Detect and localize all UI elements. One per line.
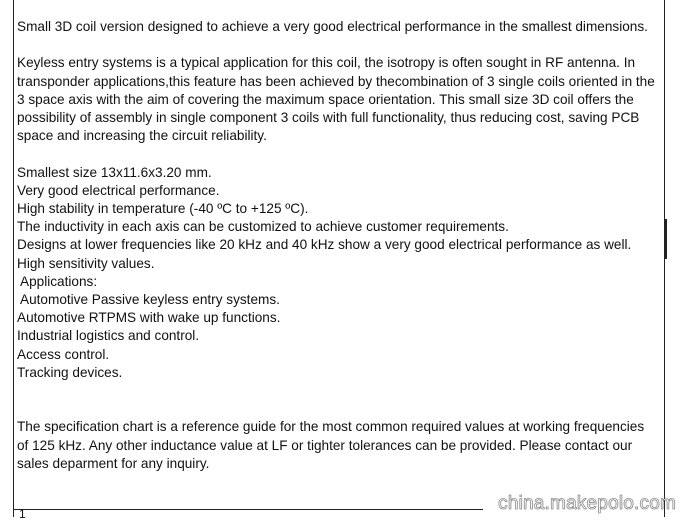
spacer	[17, 36, 657, 54]
applications-heading: Applications:	[17, 273, 98, 289]
applications-section	[17, 273, 657, 382]
application-item: Tracking devices.	[17, 364, 123, 380]
feature-item: High stability in temperature (-40 ºC to +125 ºC).	[17, 201, 309, 216]
frame-edge-mark	[665, 219, 667, 259]
application-item: Industrial logistics and control.	[17, 328, 200, 344]
bottom-divider	[13, 509, 483, 510]
feature-item: Very good electrical performance.	[17, 182, 220, 198]
feature-list	[17, 164, 657, 273]
specification-note: The specification chart is a reference guide for the most common required values at working frequencies of 125 kHz. Any other inductance value at LF or tighter tolerances can be provided. Please contact our sales deparment for any inquiry.	[17, 419, 645, 471]
feature-item: High sensitivity values.	[17, 255, 155, 271]
feature-item: Designs at lower frequencies like 20 kHz and 40 kHz show a very good electrical performance as well.	[17, 237, 632, 253]
feature-item: Smallest size 13x11.6x3.20 mm.	[17, 164, 212, 180]
description-paragraph: Keyless entry systems is a typical application for this coil, the isotropy is often sought in RF antenna. In transponder applications,this feature has been achieved by thecombination of 3 single coils oriented in the 3 space axis with the aim of covering the maximum space orientation. This small size 3D coil offers the possibility of assembly in single component 3 coils with full functionality, thus reducing cost, saving PCB space and increasing the circuit reliability.	[17, 55, 655, 144]
spacer	[17, 382, 657, 418]
document-body	[17, 18, 657, 473]
feature-item: The inductivity in each axis can be customized to achieve customer requirements.	[17, 219, 509, 235]
spacer	[17, 145, 657, 163]
intro-paragraph: Small 3D coil version designed to achieve a very good electrical performance in the smallest dimensions.	[17, 19, 648, 34]
application-item: Access control.	[17, 346, 110, 362]
application-item: Automotive Passive keyless entry systems.	[17, 292, 280, 308]
application-item: Automotive RTPMS with wake up functions.	[17, 310, 281, 326]
page-number: 1	[19, 507, 26, 521]
watermark-text: china.makepolo.com	[498, 493, 676, 514]
